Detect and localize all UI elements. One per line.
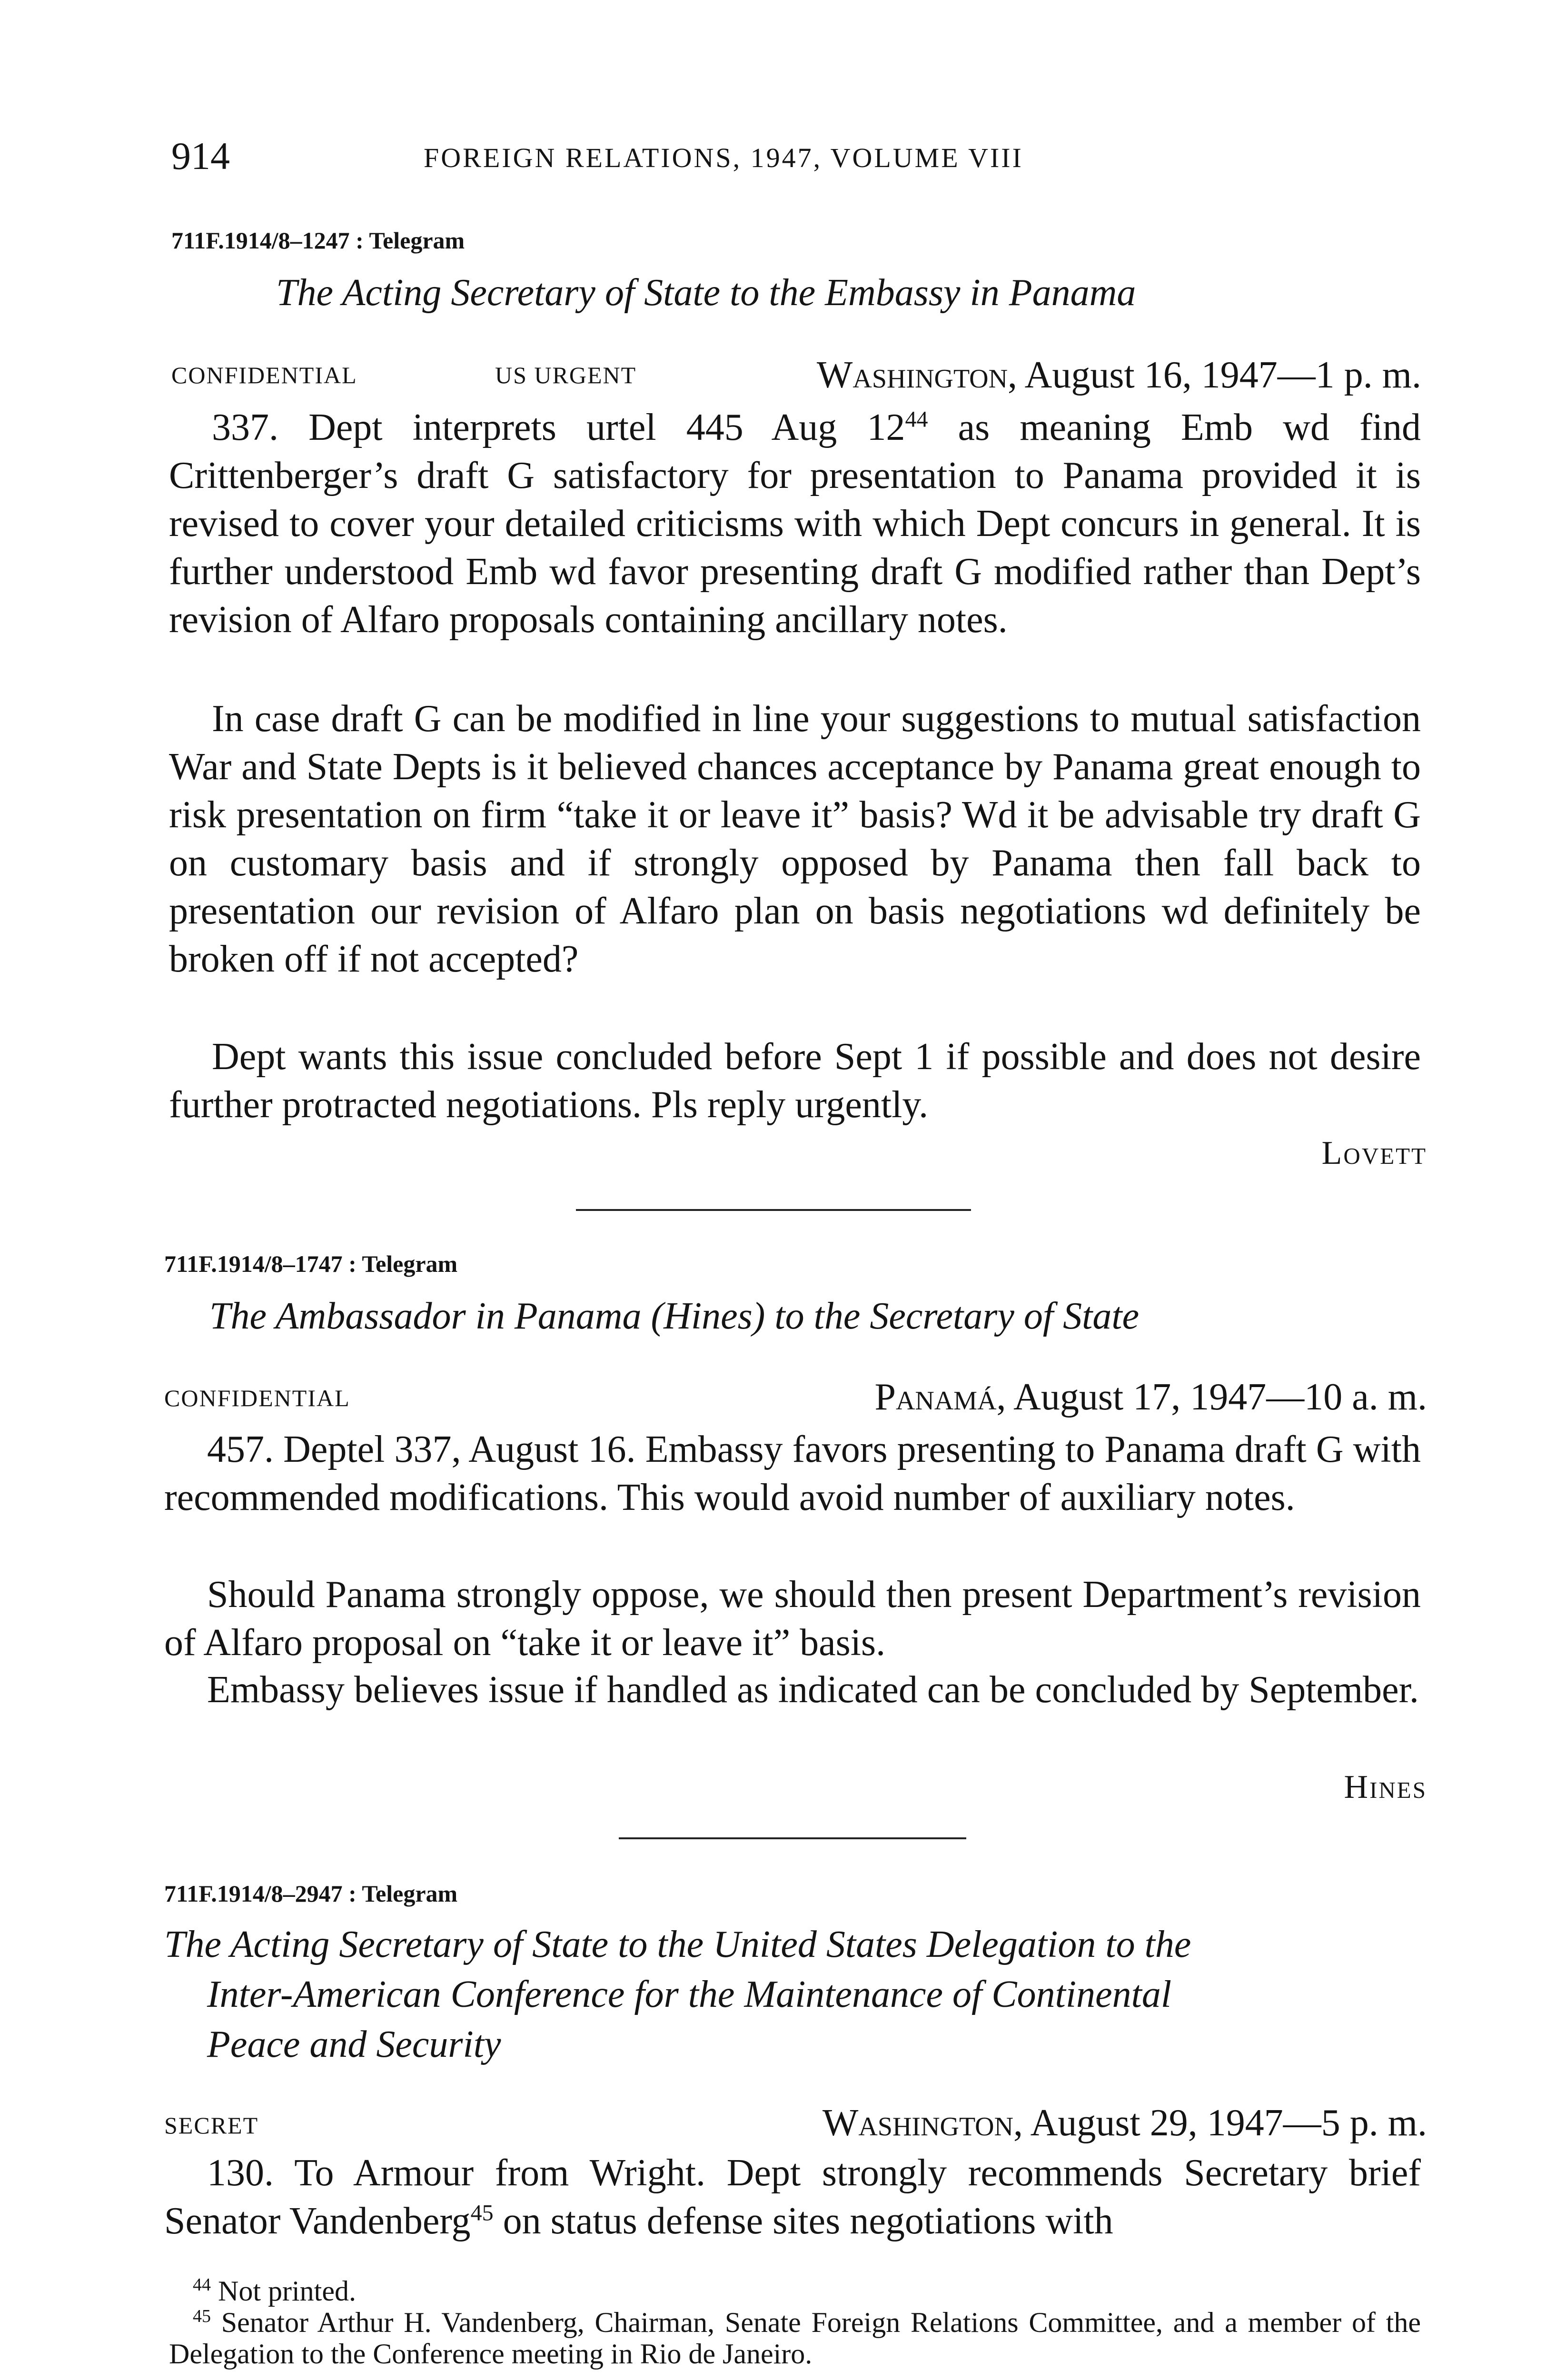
- dateline-place: Washington: [822, 2102, 1014, 2144]
- dateline: [823, 2099, 1427, 2147]
- dateline: [817, 351, 1421, 399]
- priority-marking: US URGENT: [495, 362, 637, 388]
- file-number: 711F.1914/8–2947 : Telegram: [164, 1880, 458, 1907]
- running-header: [171, 132, 1428, 189]
- page-number: 914: [171, 134, 230, 178]
- dateline-date: , August 29, 1947—5 p. m.: [1013, 2102, 1427, 2144]
- dateline: [874, 1373, 1427, 1421]
- paragraph: Embassy believes issue if handled as indicated can be concluded by September.: [207, 1669, 1419, 1711]
- footnote-mark: 44: [193, 2275, 211, 2295]
- classification: SECRET: [164, 2112, 259, 2139]
- paragraph-text: on status defense sites negotiations with: [493, 2200, 1113, 2242]
- document-title-line: Inter-American Conference for the Maintenance of Continental: [207, 1973, 1172, 2015]
- paragraph-text: 130. To Armour from Wright. Dept strongly recommends Secretary brief Senator Vandenberg: [164, 2152, 1421, 2242]
- paragraph: In case draft G can be modified in line your suggestions to mutual satisfaction War and State Depts is it believed chances acceptance by Panama great enough to risk presentation on firm “take it or leave it” basis? Wd it be advisable try draft G on customary basis and if strongly opposed by Panama then fall back to presentation our revision of Alfaro plan on basis negotiations wd definitely be broken off if not accepted?: [169, 698, 1421, 980]
- paragraph: Dept wants this issue concluded before Sept 1 if possible and does not desire further protracted negotiations. Pls reply urgently.: [169, 1036, 1421, 1126]
- classification: CONFIDENTIAL: [171, 362, 357, 388]
- paragraph: [164, 2149, 1421, 2245]
- footnote: [169, 2275, 1421, 2307]
- document-title: The Ambassador in Panama (Hines) to the Secretary of State: [209, 1295, 1140, 1337]
- signature: Hines: [1344, 1769, 1427, 1805]
- file-number: 711F.1914/8–1747 : Telegram: [164, 1250, 458, 1277]
- document-title: The Acting Secretary of State to the Embassy in Panama: [276, 272, 1136, 314]
- file-number: 711F.1914/8–1247 : Telegram: [171, 227, 465, 254]
- document-title: The Acting Secretary of State to the United States Delegation to the: [164, 1924, 1191, 1965]
- dateline-date: , August 17, 1947—10 a. m.: [996, 1376, 1427, 1418]
- footnote-ref: 44: [905, 407, 928, 432]
- footnote-text: Senator Arthur H. Vandenberg, Chairman, Senate Foreign Relations Committee, and a member of the Delegation to the Conference meeting in Rio de Janeiro.: [169, 2307, 1421, 2370]
- classification: CONFIDENTIAL: [164, 1385, 350, 1411]
- footnote-ref: 45: [470, 2200, 494, 2226]
- paragraph: Should Panama strongly oppose, we should then present Department’s revision of Alfaro proposal on “take it or leave it” basis.: [164, 1574, 1421, 1664]
- signature: Lovett: [1321, 1135, 1427, 1171]
- document-title-line: Peace and Security: [207, 2023, 501, 2065]
- paragraph-text: 337. Dept interprets urtel 445 Aug 12: [212, 407, 905, 448]
- dateline-place: Panamá: [874, 1376, 997, 1418]
- paragraph-text: as meaning Emb wd find Crittenberger’s draft G satisfactory for presentation to Panama provided it is revised to cover your detailed criticisms with which Dept concurs in general. It is further understood Emb wd favor presenting draft G modified rather than Dept’s revision of Alfaro proposals containing ancillary notes.: [169, 407, 1421, 641]
- dateline-place: Washington: [816, 354, 1008, 396]
- footnotes: [169, 2275, 1421, 2370]
- footnote: [169, 2307, 1421, 2370]
- footnote-text: Not printed.: [211, 2275, 356, 2307]
- section-divider: [576, 1209, 971, 1211]
- dateline-date: , August 16, 1947—1 p. m.: [1008, 354, 1421, 396]
- footnote-mark: 45: [193, 2306, 211, 2326]
- paragraph: 457. Deptel 337, August 16. Embassy favors presenting to Panama draft G with recommended modifications. This would avoid number of auxiliary notes.: [164, 1428, 1421, 1518]
- section-divider: [619, 1837, 966, 1839]
- paragraph: [169, 404, 1421, 644]
- running-title: FOREIGN RELATIONS, 1947, VOLUME VIII: [424, 142, 1023, 173]
